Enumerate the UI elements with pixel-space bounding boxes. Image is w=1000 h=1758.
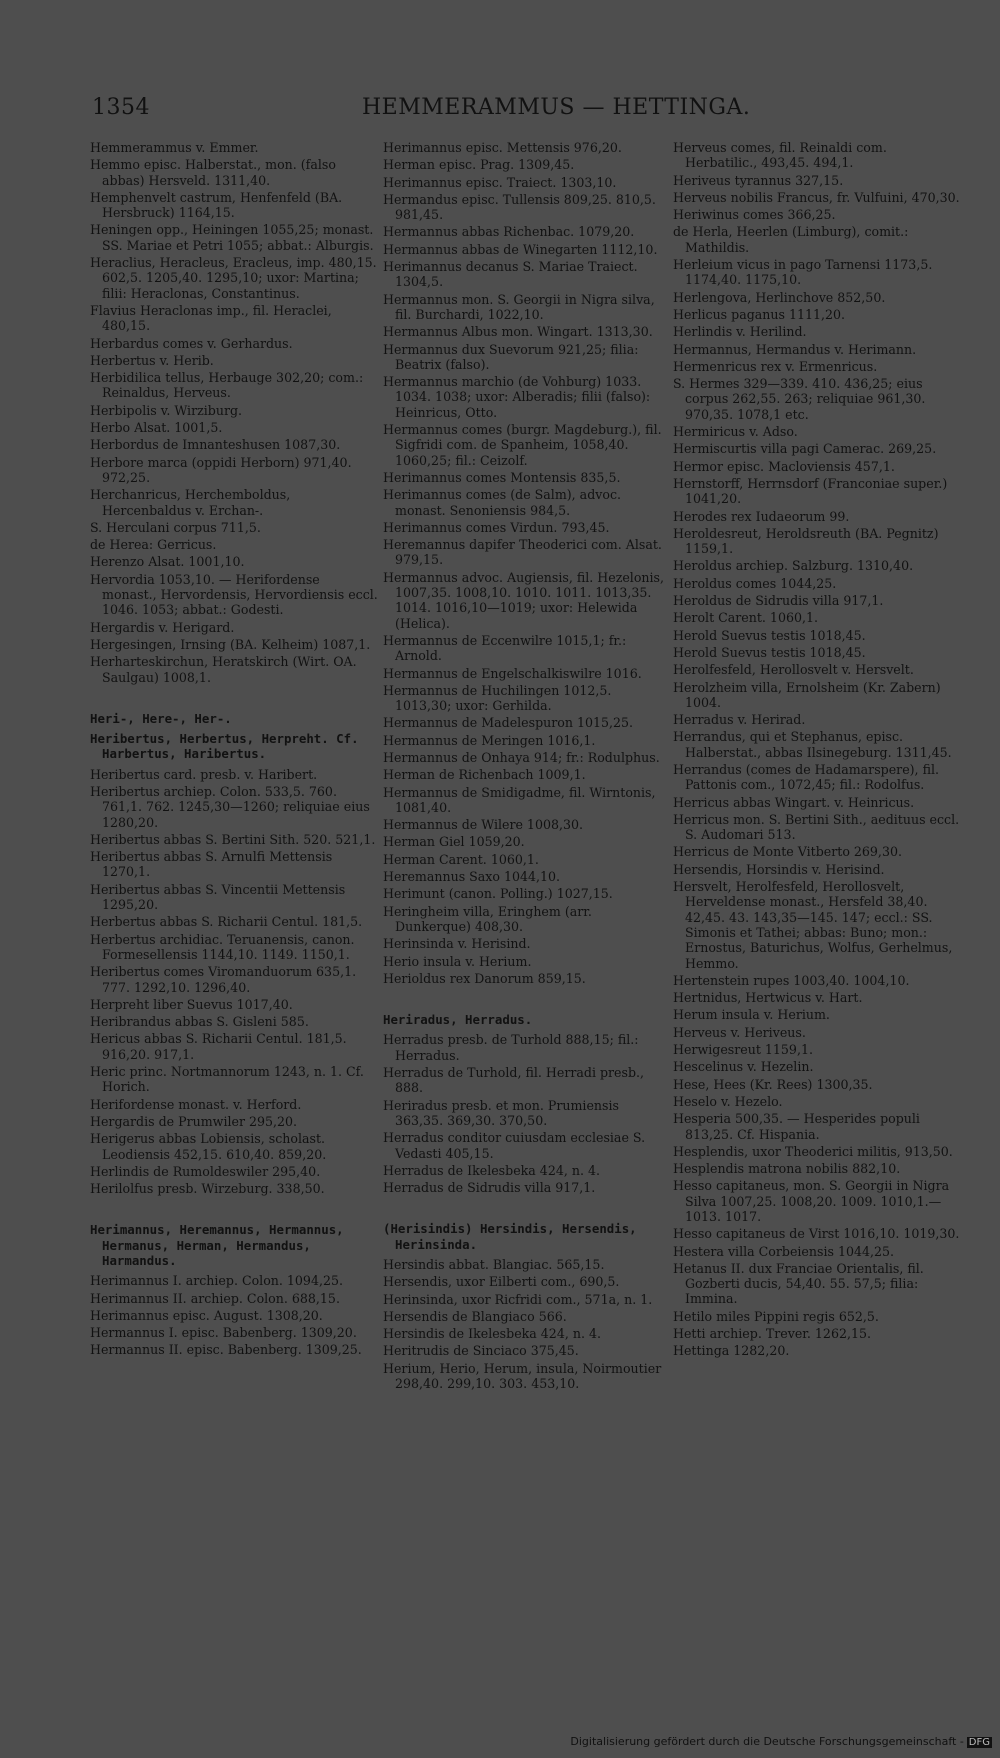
section-heading: (Herisindis) Hersindis, Hersendis, Herinsinda. bbox=[383, 1221, 637, 1252]
index-entry: Herolzheim villa, Ernolsheim (Kr. Zabern) 1004. bbox=[673, 679, 941, 710]
index-entry: Heraclius, Heracleus, Eracleus, imp. 480,15. 602,5. 1205,40. 1295,10; uxor: Martina; filii: Heraclonas, Constantinus. bbox=[90, 255, 377, 301]
index-entry: Herpreht liber Suevus 1017,40. bbox=[90, 996, 293, 1012]
page-number: 1354 bbox=[92, 95, 150, 120]
index-entry: Herradus de Sidrudis villa 917,1. bbox=[383, 1180, 596, 1196]
index-entry: Hertnidus, Hertwicus v. Hart. bbox=[673, 990, 863, 1006]
index-entry: Herio insula v. Herium. bbox=[383, 953, 532, 969]
index-entry: Hericus abbas S. Richarii Centul. 181,5. 916,20. 917,1. bbox=[90, 1031, 347, 1062]
index-entry: Hergardis de Prumwiler 295,20. bbox=[90, 1113, 298, 1129]
index-entry: Herioldus rex Danorum 859,15. bbox=[383, 970, 586, 986]
index-entry: Herimannus comes Montensis 835,5. bbox=[383, 469, 621, 485]
index-entry: Herrandus (comes de Hadamarspere), fil. Pattonis com., 1072,45; fil.: Rodolfus. bbox=[673, 761, 939, 793]
index-entry: Herricus de Monte Vitberto 269,30. bbox=[673, 844, 902, 860]
index-entry: Hermandus episc. Tullensis 809,25. 810,5. 981,45. bbox=[383, 191, 656, 223]
credit-text: Digitalisierung gefördert durch die Deutsche Forschungsgemeinschaft - bbox=[570, 1735, 964, 1748]
index-entry: Herlengova, Herlinchove 852,50. bbox=[673, 289, 886, 305]
index-entry: Herinsinda, uxor Ricfridi com., 571a, n. 1. bbox=[383, 1291, 653, 1307]
index-entry: Hemmerammus v. Emmer. bbox=[90, 140, 259, 155]
index-entry: Herum insula v. Herium. bbox=[673, 1007, 830, 1023]
index-entry: Heribrandus abbas S. Gisleni 585. bbox=[90, 1014, 309, 1030]
index-entry: Hetilo miles Pippini regis 652,5. bbox=[673, 1308, 879, 1324]
index-entry: Hermannus dux Suevorum 921,25; filia: Beatrix (falso). bbox=[383, 341, 639, 372]
index-entry: Hermannus de Onhaya 914; fr.: Rodulphus. bbox=[383, 749, 660, 765]
index-entry: Heribertus abbas S. Arnulfi Mettensis 1270,1. bbox=[90, 849, 333, 880]
index-entry: Hergardis v. Herigard. bbox=[90, 619, 235, 635]
index-entry: Herrandus, qui et Stephanus, episc. Halberstat., abbas Ilsinegeburg. 1311,45. bbox=[673, 729, 952, 760]
index-entry: Flavius Heraclonas imp., fil. Heraclei, 480,15. bbox=[90, 302, 332, 334]
index-entry: Herlicus paganus 1111,20. bbox=[673, 306, 846, 322]
index-entry: Herradus de Ikelesbeka 424, n. 4. bbox=[383, 1162, 600, 1178]
index-entry: Hese, Hees (Kr. Rees) 1300,35. bbox=[673, 1076, 873, 1092]
index-entry: Hestera villa Corbeiensis 1044,25. bbox=[673, 1243, 895, 1259]
index-entry: Herimannus episc. Mettensis 976,20. bbox=[383, 140, 622, 155]
index-entry: Herifordense monast. v. Herford. bbox=[90, 1096, 302, 1112]
index-entry: Heritrudis de Sinciaco 375,45. bbox=[383, 1343, 579, 1359]
section-gap bbox=[383, 1197, 665, 1221]
index-entry: Heric princ. Nortmannorum 1243, n. 1. Cf. Horich. bbox=[90, 1064, 364, 1095]
index-entry: Herold Suevus testis 1018,45. bbox=[673, 644, 866, 660]
index-entry: Herbordus de Imnanteshusen 1087,30. bbox=[90, 437, 341, 453]
index-entry: Herlindis v. Herilind. bbox=[673, 324, 807, 340]
index-entry: Hermannus advoc. Augiensis, fil. Hezelonis, 1007,35. 1008,10. 1010. 1011. 1013,35. 1014. 1016,10—1019; uxor: Helewida (Helica). bbox=[383, 569, 665, 631]
index-entry: Heroldus de Sidrudis villa 917,1. bbox=[673, 593, 884, 609]
index-entry: Hernstorff, Herrnsdorf (Franconiae super.) 1041,20. bbox=[673, 475, 948, 507]
index-entry: Herbertus v. Herib. bbox=[90, 352, 214, 368]
index-entry: Herimannus comes Virdun. 793,45. bbox=[383, 519, 610, 535]
index-entry: Herricus abbas Wingart. v. Heinricus. bbox=[673, 794, 915, 810]
index-entry: Herimannus II. archiep. Colon. 688,15. bbox=[90, 1290, 340, 1306]
index-entry: Hescelinus v. Hezelin. bbox=[673, 1059, 814, 1075]
index-entry: Herimannus episc. August. 1308,20. bbox=[90, 1307, 323, 1323]
index-entry: Herradus presb. de Turhold 888,15; fil.: Herradus. bbox=[383, 1032, 639, 1063]
index-entry: Herimannus comes (de Salm), advoc. monast. Senoniensis 984,5. bbox=[383, 487, 622, 518]
index-entry: S. Herculani corpus 711,5. bbox=[90, 519, 261, 535]
index-entry: Hersindis de Ikelesbeka 424, n. 4. bbox=[383, 1326, 601, 1342]
index-entry: Herbo Alsat. 1001,5. bbox=[90, 420, 223, 436]
index-entry: S. Hermes 329—339. 410. 436,25; eius corpus 262,55. 263; reliquiae 961,30. 970,35. 1078,1 etc. bbox=[673, 376, 926, 422]
index-entry: Heringheim villa, Eringhem (arr. Dunkerque) 408,30. bbox=[383, 903, 592, 934]
index-entry: Herman Carent. 1060,1. bbox=[383, 851, 539, 867]
index-entry: Hergesingen, Irnsing (BA. Kelheim) 1087,1. bbox=[90, 636, 371, 652]
index-entry: Hermannus Albus mon. Wingart. 1313,30. bbox=[383, 324, 653, 340]
index-entry: Heremannus dapifer Theoderici com. Alsat. 979,15. bbox=[383, 537, 662, 568]
index-entry: Hermannus II. episc. Babenberg. 1309,25. bbox=[90, 1342, 362, 1358]
section-heading: Heri-, Here-, Her-. bbox=[90, 710, 232, 726]
index-entry: Hermannus de Madelespuron 1015,25. bbox=[383, 715, 634, 731]
index-entry: Hesplendis matrona nobilis 882,10. bbox=[673, 1161, 901, 1177]
index-entry: Hermor episc. Macloviensis 457,1. bbox=[673, 458, 895, 474]
index-entry: Hermannus abbas de Winegarten 1112,10. bbox=[383, 241, 658, 257]
section-gap bbox=[383, 988, 665, 1012]
index-entry: Hesso capitaneus de Virst 1016,10. 1019,30. bbox=[673, 1226, 960, 1242]
index-entry: Herodes rex Iudaeorum 99. bbox=[673, 508, 850, 524]
index-entry: Hermannus de Smidigadme, fil. Wirntonis, 1081,40. bbox=[383, 784, 656, 815]
index-entry: Hermiscurtis villa pagi Camerac. 269,25. bbox=[673, 441, 937, 457]
index-entry: Heselo v. Hezelo. bbox=[673, 1093, 783, 1109]
index-entry: Hermenricus rex v. Ermenricus. bbox=[673, 358, 878, 374]
index-entry: Heroldus comes 1044,25. bbox=[673, 575, 837, 591]
index-entry: Hermannus abbas Richenbac. 1079,20. bbox=[383, 224, 635, 240]
index-entry: Heribertus abbas S. Bertini Sith. 520. 521,1. bbox=[90, 831, 376, 847]
index-entry: Hermannus, Hermandus v. Herimann. bbox=[673, 341, 917, 357]
index-entry: Herveus comes, fil. Reinaldi com. Herbatilic., 493,45. 494,1. bbox=[673, 140, 887, 171]
index-entry: Herradus de Turhold, fil. Herradi presb., 888. bbox=[383, 1065, 645, 1096]
index-entry: Hermannus mon. S. Georgii in Nigra silva, fil. Burchardi, 1022,10. bbox=[383, 291, 655, 322]
index-entry: Herwigesreut 1159,1. bbox=[673, 1042, 813, 1058]
index-entry: Heriradus presb. et mon. Prumiensis 363,35. 369,30. 370,50. bbox=[383, 1097, 619, 1128]
index-entry: Herchanricus, Herchemboldus, Hercenbaldus v. Erchan-. bbox=[90, 487, 291, 518]
index-entry: Herold Suevus testis 1018,45. bbox=[673, 627, 866, 643]
index-entry: Hetti archiep. Trever. 1262,15. bbox=[673, 1326, 871, 1342]
index-entry: Hersendis de Blangiaco 566. bbox=[383, 1308, 567, 1324]
index-entry: de Herea: Gerricus. bbox=[90, 537, 217, 553]
index-entry: Herbore marca (oppidi Herborn) 971,40. 972,25. bbox=[90, 454, 352, 485]
dfg-logo: DFG bbox=[968, 1737, 990, 1748]
index-entry: Hermannus marchio (de Vohburg) 1033. 1034. 1038; uxor: Alberadis; filii (falso): Heinricus, Otto. bbox=[383, 374, 651, 420]
index-entry: Herlindis de Rumoldeswiler 295,40. bbox=[90, 1163, 321, 1179]
index-entry: Heribertus comes Viromanduorum 635,1. 777. 1292,10. 1296,40. bbox=[90, 964, 357, 995]
index-entry: Heriveus tyrannus 327,15. bbox=[673, 172, 844, 188]
index-entry: Hesperia 500,35. — Hesperides populi 813,25. Cf. Hispania. bbox=[673, 1111, 920, 1142]
index-entry: Hervordia 1053,10. — Herifordense monast., Hervordensis, Hervordiensis eccl. 1046. 1053; abbat.: Godesti. bbox=[90, 571, 378, 618]
index-entry: Herbipolis v. Wirziburg. bbox=[90, 402, 243, 418]
index-entry: Herradus conditor cuiusdam ecclesiae S. Vedasti 405,15. bbox=[383, 1130, 646, 1161]
index-entry: Hermannus de Huchilingen 1012,5. 1013,30; uxor: Gerhilda. bbox=[383, 682, 612, 714]
index-entry: Hersindis abbat. Blangiac. 565,15. bbox=[383, 1257, 605, 1272]
index-entry: Herimannus I. archiep. Colon. 1094,25. bbox=[90, 1273, 343, 1289]
running-header bbox=[92, 95, 751, 131]
index-entry: Hemphenvelt castrum, Henfenfeld (BA. Hersbruck) 1164,15. bbox=[90, 189, 343, 221]
running-title: HEMMERAMMUS — HETTINGA. bbox=[362, 95, 751, 120]
index-entry: Herbertus archidiac. Teruanensis, canon. Formesellensis 1144,10. 1149. 1150,1. bbox=[90, 931, 355, 962]
index-entry: Heroldesreut, Heroldsreuth (BA. Pegnitz) 1159,1. bbox=[673, 525, 939, 557]
index-entry: Hermannus de Wilere 1008,30. bbox=[383, 817, 584, 833]
index-entry: Herbertus abbas S. Richarii Centul. 181,5. bbox=[90, 914, 363, 930]
index-entry: Hermannus de Meringen 1016,1. bbox=[383, 732, 596, 748]
index-entry: Herbardus comes v. Gerhardus. bbox=[90, 335, 293, 351]
section-heading: Herimannus, Heremannus, Hermannus, Hermanus, Herman, Hermandus, Harmandus. bbox=[90, 1222, 344, 1268]
index-entry: Heribertus archiep. Colon. 533,5. 760. 761,1. 762. 1245,30—1260; reliquiae eius 1280,20. bbox=[90, 783, 370, 830]
index-entry: Heriwinus comes 366,25. bbox=[673, 207, 836, 223]
index-entry: Herharteskirchun, Heratskirch (Wirt. OA. Saulgau) 1008,1. bbox=[90, 654, 357, 685]
index-entry: Herveus nobilis Francus, fr. Vulfuini, 470,30. bbox=[673, 189, 960, 205]
index-entry: Herimunt (canon. Polling.) 1027,15. bbox=[383, 886, 613, 902]
index-entry: Heroldus archiep. Salzburg. 1310,40. bbox=[673, 558, 914, 574]
index-entry: Hesso capitaneus, mon. S. Georgii in Nigra Silva 1007,25. 1008,20. 1009. 1010,1.—1013. 1017. bbox=[673, 1178, 950, 1224]
index-entry: Hermannus comes (burgr. Magdeburg.), fil. Sigfridi com. de Spanheim, 1058,40. 1060,25; fil.: Ceizolf. bbox=[383, 422, 662, 468]
index-entry: Herleium vicus in pago Tarnensi 1173,5. 1174,40. 1175,10. bbox=[673, 257, 933, 288]
index-entry: Hersendis, Horsindis v. Herisind. bbox=[673, 861, 885, 877]
index-entry: Hettinga 1282,20. bbox=[673, 1343, 790, 1359]
index-entry: Herman Giel 1059,20. bbox=[383, 834, 525, 850]
index-entry: Hersendis, uxor Eilberti com., 690,5. bbox=[383, 1274, 620, 1290]
index-column-right bbox=[673, 140, 963, 1361]
section-gap bbox=[90, 687, 378, 711]
index-entry: Herilolfus presb. Wirzeburg. 338,50. bbox=[90, 1181, 325, 1197]
index-entry: Heribertus abbas S. Vincentii Mettensis 1295,20. bbox=[90, 881, 346, 913]
index-entry: Hertenstein rupes 1003,40. 1004,10. bbox=[673, 972, 910, 988]
funding-credit bbox=[570, 1735, 992, 1748]
index-entry: Herolt Carent. 1060,1. bbox=[673, 610, 818, 626]
index-entry: Hermannus de Eccenwilre 1015,1; fr.: Arnold. bbox=[383, 632, 627, 664]
section-gap bbox=[90, 1198, 378, 1222]
index-entry: Heribertus card. presb. v. Haribert. bbox=[90, 766, 318, 782]
index-entry: Herimannus decanus S. Mariae Traiect. 1304,5. bbox=[383, 259, 638, 290]
index-entry: Hermannus de Engelschalkiswilre 1016. bbox=[383, 665, 642, 681]
index-column-middle bbox=[383, 140, 665, 1393]
index-entry: Hermiricus v. Adso. bbox=[673, 424, 798, 440]
section-heading: Heriradus, Herradus. bbox=[383, 1012, 533, 1028]
index-entry: Herman episc. Prag. 1309,45. bbox=[383, 157, 575, 173]
index-entry: Herricus mon. S. Bertini Sith., aedituus eccl. S. Audomari 513. bbox=[673, 811, 960, 843]
index-entry: Herradus v. Herirad. bbox=[673, 712, 806, 728]
index-entry: Herveus v. Heriveus. bbox=[673, 1024, 806, 1040]
index-entry: Heningen opp., Heiningen 1055,25; monast. SS. Mariae et Petri 1055; abbat.: Alburgis. bbox=[90, 222, 374, 253]
index-entry: Herbidilica tellus, Herbauge 302,20; com.: Reinaldus, Herveus. bbox=[90, 370, 364, 401]
index-entry: Herinsinda v. Herisind. bbox=[383, 936, 531, 952]
index-entry: Hersvelt, Herolfesfeld, Herollosvelt, Herveldense monast., Hersfeld 38,40. 42,45. 43. 143,35—145. 147; eccl.: SS. Simonis et Tathei; abbas: Buno; mon.: Ernostus, Baturichus, Wolfus, Gerhelmus, Hemmo. bbox=[673, 879, 953, 971]
index-entry: Herimannus episc. Traiect. 1303,10. bbox=[383, 174, 617, 190]
index-entry: Hemmo episc. Halberstat., mon. (falso abbas) Hersveld. 1311,40. bbox=[90, 157, 336, 188]
index-entry: Herenzo Alsat. 1001,10. bbox=[90, 554, 245, 570]
index-entry: de Herla, Heerlen (Limburg), comit.: Mathildis. bbox=[673, 224, 909, 255]
index-entry: Herolfesfeld, Herollosvelt v. Hersvelt. bbox=[673, 662, 914, 678]
index-entry: Hesplendis, uxor Theoderici militis, 913,50. bbox=[673, 1143, 953, 1159]
index-entry: Heremannus Saxo 1044,10. bbox=[383, 869, 561, 885]
index-entry: Hetanus II. dux Franciae Orientalis, fil. Gozberti ducis, 54,40. 55. 57,5; filia: Immina. bbox=[673, 1260, 924, 1307]
index-entry: Herigerus abbas Lobiensis, scholast. Leodiensis 452,15. 610,40. 859,20. bbox=[90, 1131, 327, 1162]
index-entry: Herman de Richenbach 1009,1. bbox=[383, 767, 586, 783]
section-heading: Heribertus, Herbertus, Herpreht. Cf. Harbertus, Haribertus. bbox=[90, 731, 359, 762]
index-column-left bbox=[90, 140, 378, 1360]
index-entry: Hermannus I. episc. Babenberg. 1309,20. bbox=[90, 1325, 357, 1341]
index-entry: Herium, Herio, Herum, insula, Noirmoutier 298,40. 299,10. 303. 453,10. bbox=[383, 1360, 662, 1392]
